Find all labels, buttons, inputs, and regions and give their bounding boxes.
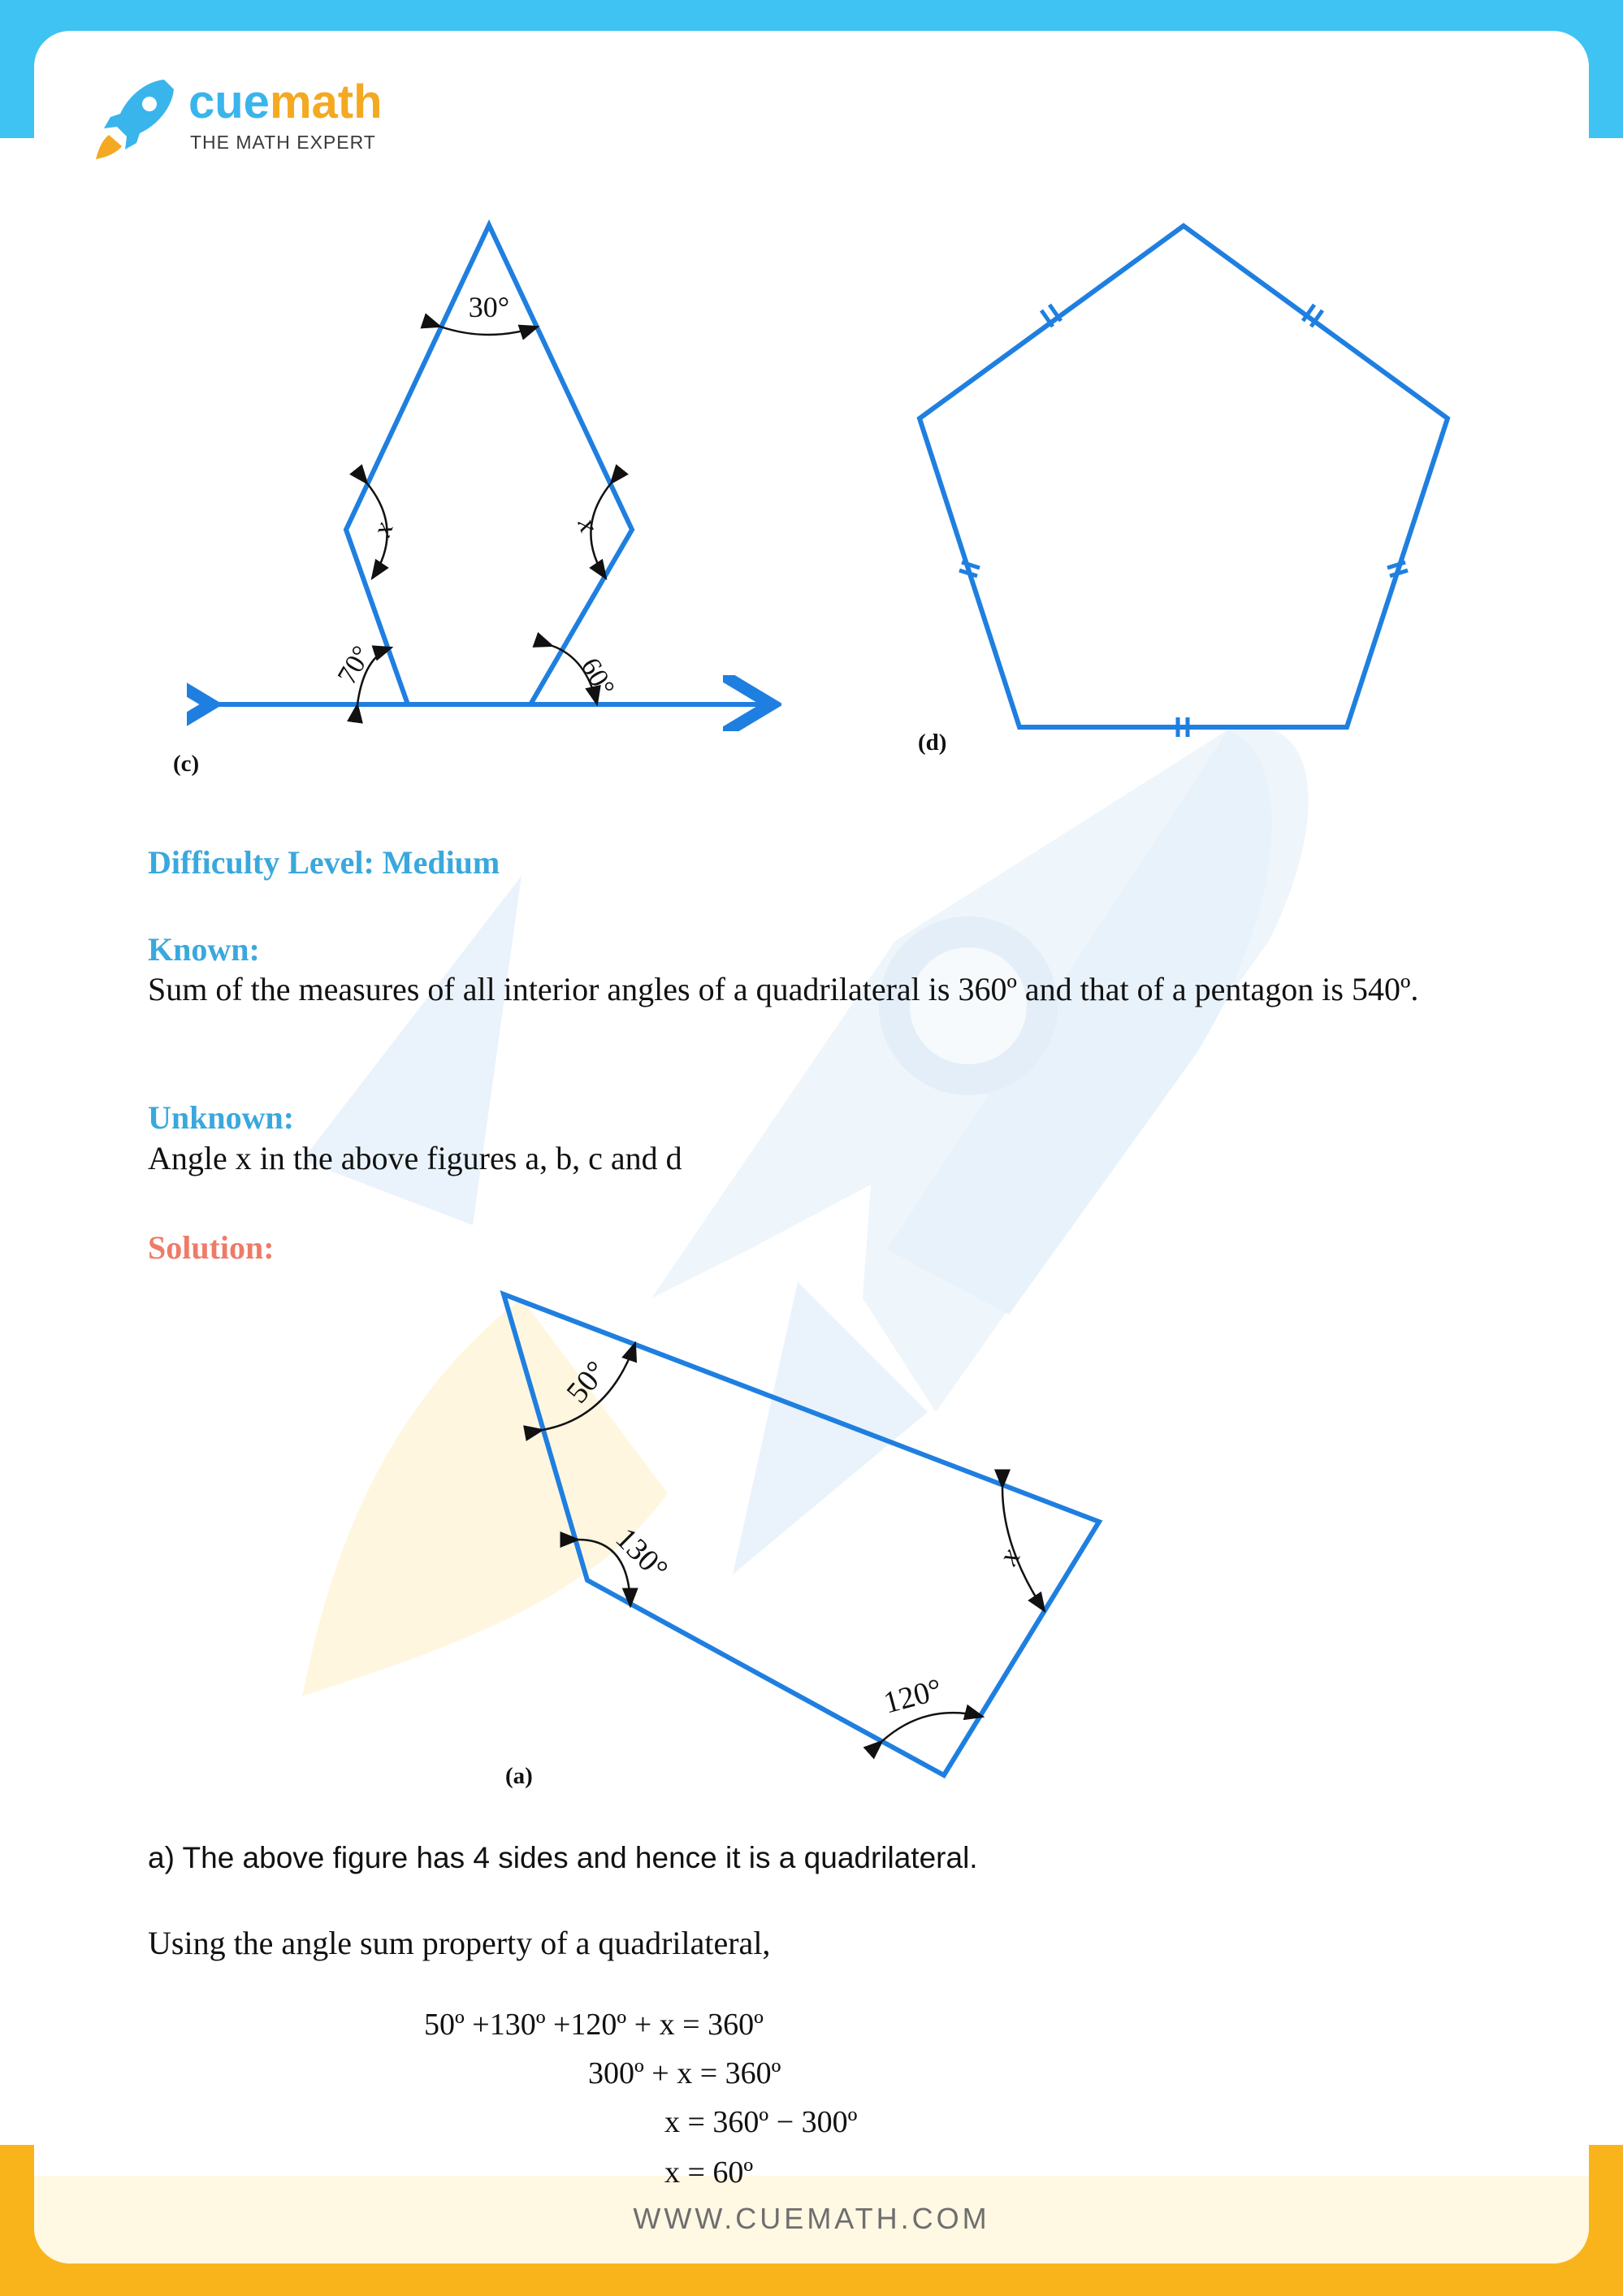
logo-tagline: THE MATH EXPERT [190,132,376,153]
unknown-heading: Unknown: [148,1099,295,1136]
angle-c-top: 30° [468,291,510,323]
logo-wordmark [188,75,383,129]
equation-line-1: 50º +130º +120º + x = 360º [424,2008,764,2042]
footer-url: WWW.CUEMATH.COM [633,2202,990,2235]
part-a-statement: a) The above figure has 4 sides and hence it is a quadrilateral. [148,1841,978,1874]
angle-a-right: x [991,1542,1027,1570]
equation-line-2: 300º + x = 360º [588,2056,781,2090]
arc-top [440,327,538,335]
equation-line-3: x = 360º − 300º [664,2105,858,2139]
equal-side-ticks [959,305,1408,737]
angle-a-left: 130° [608,1521,675,1588]
figure-d-pentagon [902,211,1470,747]
solution-heading: Solution: [148,1229,275,1266]
part-a-property: Using the angle sum property of a quadrilateral, [148,1925,771,1961]
angle-c-left-mid: x [366,518,400,540]
figure-a-quadrilateral [487,1280,1121,1791]
angle-c-left-bottom: 70° [331,640,378,690]
rocket-logo-icon [89,75,180,164]
angle-c-right-bottom: 60° [574,652,621,702]
figure-c-label: (c) [173,751,200,777]
angle-c-right-mid: x [571,514,604,537]
arc-right-mid [591,483,611,578]
cuemath-logo [89,75,382,164]
equation-line-4: x = 60º [664,2155,754,2190]
pentagon-outline [920,226,1448,727]
difficulty-heading: Difficulty Level: Medium [148,844,500,881]
angle-a-bottom: 120° [880,1672,946,1721]
unknown-text: Angle x in the above figures a, b, c and d [148,1140,682,1176]
angle-a-top: 50° [560,1354,614,1410]
figure-c-diagram [187,203,796,731]
known-heading: Known: [148,931,260,968]
known-text: Sum of the measures of all interior angles of a quadrilateral is 360º and that of a pentagon is 540º. [148,971,1419,1007]
figure-d-label: (d) [918,730,947,756]
figure-a-label: (a) [505,1763,533,1789]
logo-math-text: math [269,76,383,128]
logo-cue-text: cue [188,76,270,128]
